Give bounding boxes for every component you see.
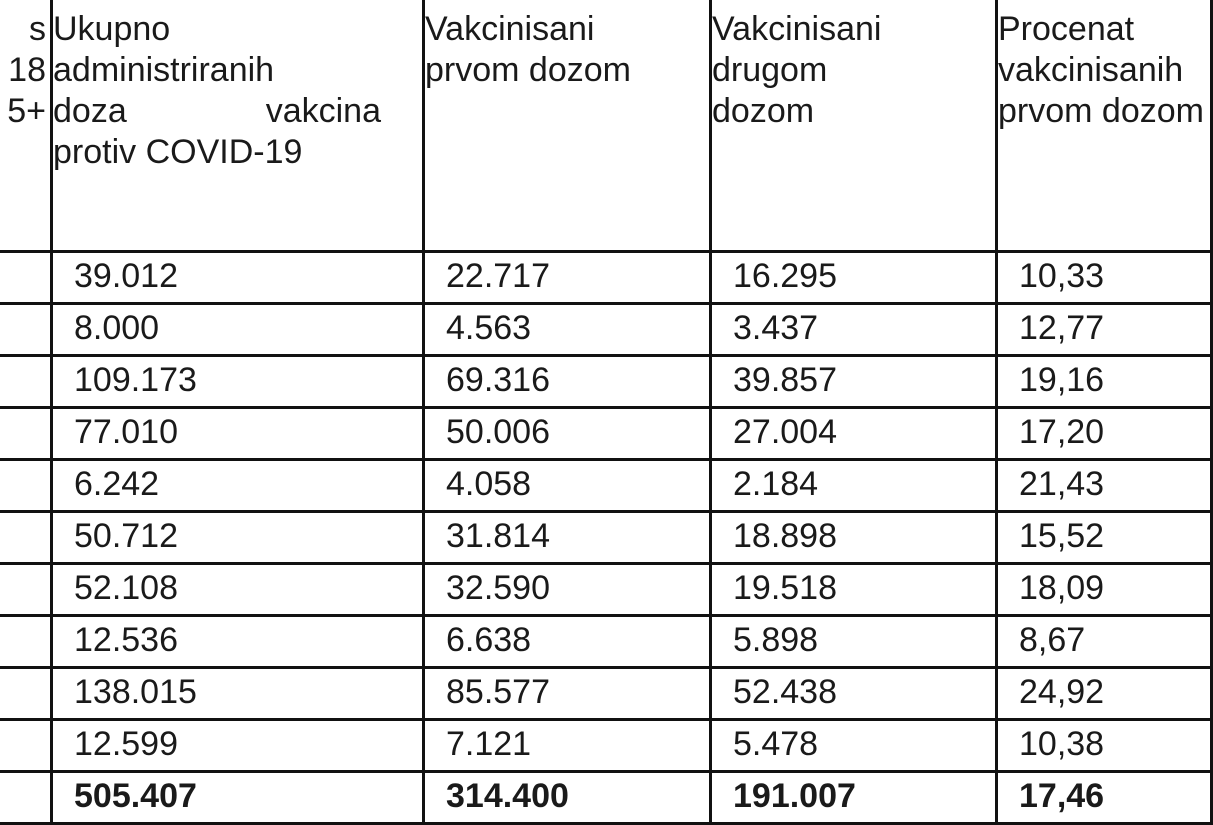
table-header-row bbox=[0, 0, 1212, 252]
header-text: Ukupno bbox=[53, 10, 171, 48]
header-cell-second-dose bbox=[711, 0, 997, 252]
cell-second-dose: 2.184 bbox=[711, 460, 997, 512]
header-text: administriranih bbox=[53, 51, 275, 89]
cell-percent-first-dose: 8,67 bbox=[997, 616, 1212, 668]
header-text-justified bbox=[53, 91, 381, 132]
cell-percent-first-dose: 15,52 bbox=[997, 512, 1212, 564]
header-text: vakcina bbox=[265, 92, 381, 130]
header-text: doza bbox=[53, 92, 127, 130]
table-row bbox=[0, 616, 1212, 668]
total-cell-percent-first-dose: 17,46 bbox=[997, 772, 1212, 824]
cell-first-dose: 50.006 bbox=[424, 408, 711, 460]
table-cell-empty bbox=[0, 252, 52, 304]
cell-first-dose: 31.814 bbox=[424, 512, 711, 564]
cell-second-dose: 16.295 bbox=[711, 252, 997, 304]
header-cell-percent-first-dose bbox=[997, 0, 1212, 252]
cell-second-dose: 27.004 bbox=[711, 408, 997, 460]
cell-percent-first-dose: 18,09 bbox=[997, 564, 1212, 616]
total-cell-total-doses: 505.407 bbox=[52, 772, 424, 824]
cell-second-dose: 52.438 bbox=[711, 668, 997, 720]
table-cell-empty bbox=[0, 720, 52, 772]
table-row bbox=[0, 460, 1212, 512]
cell-total-doses: 138.015 bbox=[52, 668, 424, 720]
table-row bbox=[0, 252, 1212, 304]
header-text: Vakcinisani bbox=[425, 10, 595, 48]
table-cell-empty bbox=[0, 772, 52, 824]
header-text: 5+ bbox=[7, 92, 46, 130]
table-cell-empty bbox=[0, 564, 52, 616]
total-cell-first-dose: 314.400 bbox=[424, 772, 711, 824]
table-row bbox=[0, 720, 1212, 772]
header-text: prvom dozom bbox=[425, 51, 631, 89]
header-cell-total-doses bbox=[52, 0, 424, 252]
table-row bbox=[0, 408, 1212, 460]
cell-percent-first-dose: 21,43 bbox=[997, 460, 1212, 512]
table-body bbox=[0, 252, 1212, 772]
cell-total-doses: 77.010 bbox=[52, 408, 424, 460]
cell-first-dose: 85.577 bbox=[424, 668, 711, 720]
table-cell-empty bbox=[0, 668, 52, 720]
cell-second-dose: 3.437 bbox=[711, 304, 997, 356]
header-text: s bbox=[29, 10, 46, 48]
header-cell-population bbox=[0, 0, 52, 252]
table-row bbox=[0, 668, 1212, 720]
header-text: Vakcinisani bbox=[712, 10, 882, 48]
cell-total-doses: 6.242 bbox=[52, 460, 424, 512]
cell-first-dose: 7.121 bbox=[424, 720, 711, 772]
cell-percent-first-dose: 17,20 bbox=[997, 408, 1212, 460]
cell-first-dose: 69.316 bbox=[424, 356, 711, 408]
cell-percent-first-dose: 10,33 bbox=[997, 252, 1212, 304]
cell-percent-first-dose: 19,16 bbox=[997, 356, 1212, 408]
cell-total-doses: 109.173 bbox=[52, 356, 424, 408]
cell-percent-first-dose: 10,38 bbox=[997, 720, 1212, 772]
cell-first-dose: 32.590 bbox=[424, 564, 711, 616]
table-cell-empty bbox=[0, 408, 52, 460]
header-text: drugom bbox=[712, 51, 828, 89]
table-total-row bbox=[0, 772, 1212, 824]
header-text: 18 bbox=[8, 51, 46, 89]
cell-total-doses: 50.712 bbox=[52, 512, 424, 564]
cell-second-dose: 5.898 bbox=[711, 616, 997, 668]
cell-first-dose: 4.058 bbox=[424, 460, 711, 512]
header-text: protiv COVID-19 bbox=[53, 133, 303, 171]
cell-first-dose: 6.638 bbox=[424, 616, 711, 668]
cell-first-dose: 4.563 bbox=[424, 304, 711, 356]
cell-second-dose: 5.478 bbox=[711, 720, 997, 772]
total-cell-second-dose: 191.007 bbox=[711, 772, 997, 824]
table-cell-empty bbox=[0, 460, 52, 512]
cell-total-doses: 8.000 bbox=[52, 304, 424, 356]
cell-second-dose: 18.898 bbox=[711, 512, 997, 564]
table-cell-empty bbox=[0, 304, 52, 356]
header-text: Procenat bbox=[998, 10, 1135, 48]
table-row bbox=[0, 304, 1212, 356]
cell-percent-first-dose: 24,92 bbox=[997, 668, 1212, 720]
cell-total-doses: 39.012 bbox=[52, 252, 424, 304]
header-text: dozom bbox=[712, 92, 815, 130]
cell-percent-first-dose: 12,77 bbox=[997, 304, 1212, 356]
table-row bbox=[0, 564, 1212, 616]
cell-first-dose: 22.717 bbox=[424, 252, 711, 304]
table-row bbox=[0, 356, 1212, 408]
cell-second-dose: 19.518 bbox=[711, 564, 997, 616]
table-cell-empty bbox=[0, 512, 52, 564]
cell-total-doses: 12.599 bbox=[52, 720, 424, 772]
table-cell-empty bbox=[0, 616, 52, 668]
header-cell-first-dose bbox=[424, 0, 711, 252]
table-cell-empty bbox=[0, 356, 52, 408]
table-row bbox=[0, 512, 1212, 564]
cell-second-dose: 39.857 bbox=[711, 356, 997, 408]
header-text: vakcinisanih bbox=[998, 51, 1184, 89]
header-text: prvom dozom bbox=[998, 92, 1204, 130]
cell-total-doses: 12.536 bbox=[52, 616, 424, 668]
cell-total-doses: 52.108 bbox=[52, 564, 424, 616]
